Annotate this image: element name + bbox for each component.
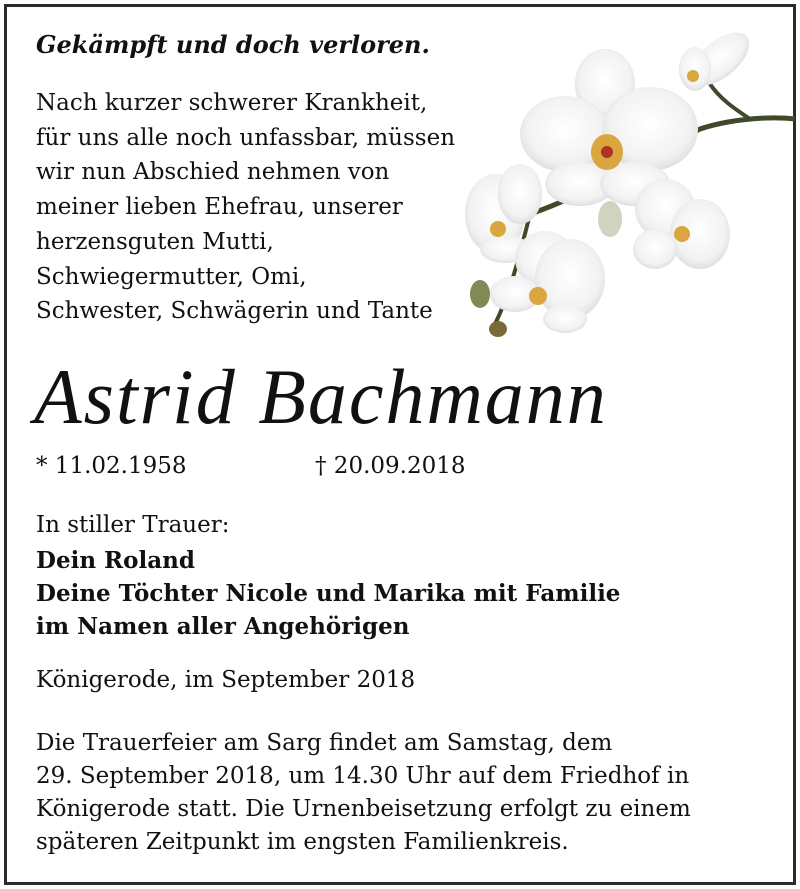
white-orchid-icon (450, 24, 795, 344)
mourner-line: Deine Töchter Nicole und Marika mit Familie (36, 580, 621, 607)
deceased-name: Astrid Bachmann (34, 353, 608, 440)
mourner-line: Dein Roland (36, 547, 195, 574)
death-date: † 20.09.2018 (315, 453, 466, 479)
mourner-line: im Namen aller Angehörigen (36, 613, 410, 640)
birth-date: * 11.02.1958 (36, 453, 187, 479)
mourning-label: In stiller Trauer: (36, 512, 230, 538)
announcement-text: Nach kurzer schwerer Krankheit, für uns alle noch unfassbar, müssen wir nun Abschied nehmen von meiner lieben Ehefrau, unserer herzensguten Mutti, Schwiegermutter, Omi, Schwester, Schwägerin und Tante (36, 90, 456, 325)
ceremony-notice: Die Trauerfeier am Sarg findet am Samstag, dem 29. September 2018, um 14.30 Uhr auf dem Friedhof in Königerode statt. Die Urnenbeisetzung erfolgt zu einem späteren Zeitpunkt im engsten Familienkreis. (36, 730, 691, 855)
mourners-list (36, 544, 620, 643)
place-date: Königerode, im September 2018 (36, 667, 416, 693)
intro-heading: Gekämpft und doch verloren. (36, 30, 430, 59)
